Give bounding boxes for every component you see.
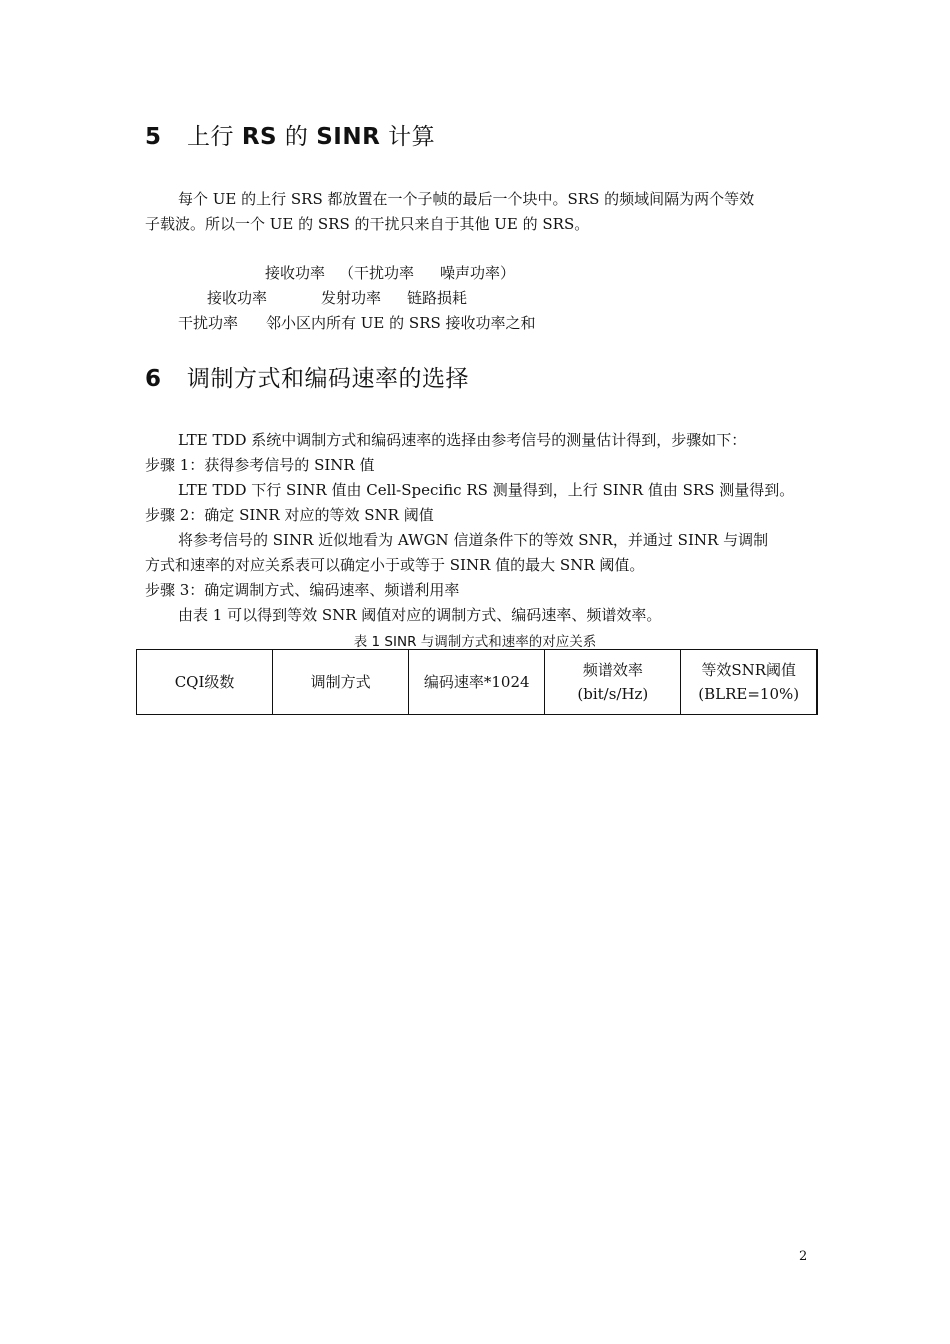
section-6-paragraph-line: 将参考信号的 SINR 近似地看为 AWGN 信道条件下的等效 SNR，并通过 SINR 与调制	[178, 531, 769, 549]
header-cqi-level: CQI级数	[137, 650, 273, 715]
step-2-heading: 步骤 2：确定 SINR 对应的等效 SNR 阈值	[145, 506, 434, 524]
section-5-title-part: 计算	[388, 124, 436, 150]
formula-term: （干扰功率	[339, 264, 415, 282]
header-spectral-efficiency	[545, 650, 681, 715]
formula-term: 邻小区内所有 UE 的 SRS 接收功率之和	[266, 314, 536, 332]
section-5-paragraph-line: 子载波。所以一个 UE 的 SRS 的干扰只来自于其他 UE 的 SRS。	[145, 215, 590, 233]
formula-received-power	[207, 288, 467, 308]
formula-term: 干扰功率	[178, 314, 239, 332]
header-snr-threshold-condition: (BLRE=10%)	[698, 685, 800, 703]
section-5-title-rs: RS	[241, 124, 278, 150]
formula-term: 噪声功率）	[440, 264, 516, 282]
section-6-paragraph-line: LTE TDD 系统中调制方式和编码速率的选择由参考信号的测量估计得到，步骤如下：	[178, 431, 747, 449]
formula-term: 发射功率	[321, 289, 382, 307]
header-modulation: 调制方式	[273, 650, 409, 715]
cqi-table	[136, 649, 818, 715]
formula-term: 链路损耗	[407, 289, 468, 307]
section-6-title: 调制方式和编码速率的选择	[187, 366, 469, 392]
section-6-heading	[145, 360, 469, 393]
step-3-heading: 步骤 3：确定调制方式、编码速率、频谱利用率	[145, 581, 460, 599]
section-5-title-sinr: SINR	[316, 124, 381, 150]
header-snr-threshold	[681, 650, 817, 715]
section-6-paragraph-line: LTE TDD 下行 SINR 值由 Cell-Specific RS 测量得到，上行 SINR 值由 SRS 测量得到。	[178, 481, 795, 499]
section-5-number: 5	[145, 124, 162, 150]
section-6-paragraph-line: 由表 1 可以得到等效 SNR 阈值对应的调制方式、编码速率、频谱效率。	[178, 606, 662, 624]
section-5-title-part: 的	[284, 124, 309, 150]
formula-sinr	[265, 263, 515, 283]
section-5-heading	[145, 118, 435, 151]
header-spectral-efficiency-label: 频谱效率	[582, 661, 643, 679]
header-snr-threshold-label: 等效SNR阈值	[701, 661, 797, 679]
section-6-number: 6	[145, 366, 162, 392]
section-5-paragraph-line: 每个 UE 的上行 SRS 都放置在一个子帧的最后一个块中。SRS 的频域间隔为两个等效	[178, 190, 755, 208]
page-number: 2	[799, 1249, 808, 1264]
table-header-row	[137, 650, 818, 715]
section-6-paragraph-line: 方式和速率的对应关系表可以确定小于或等于 SINR 值的最大 SNR 阈值。	[145, 556, 645, 574]
header-code-rate: 编码速率*1024	[409, 650, 545, 715]
header-spectral-efficiency-unit: (bit/s/Hz)	[577, 685, 649, 703]
formula-term: 接收功率	[265, 264, 326, 282]
table-caption: 表 1 SINR 与调制方式和速率的对应关系	[353, 634, 597, 650]
formula-term: 接收功率	[207, 289, 268, 307]
section-5-title-part: 上行	[187, 124, 234, 150]
formula-interference-power	[178, 313, 536, 333]
step-1-heading: 步骤 1：获得参考信号的 SINR 值	[145, 456, 375, 474]
